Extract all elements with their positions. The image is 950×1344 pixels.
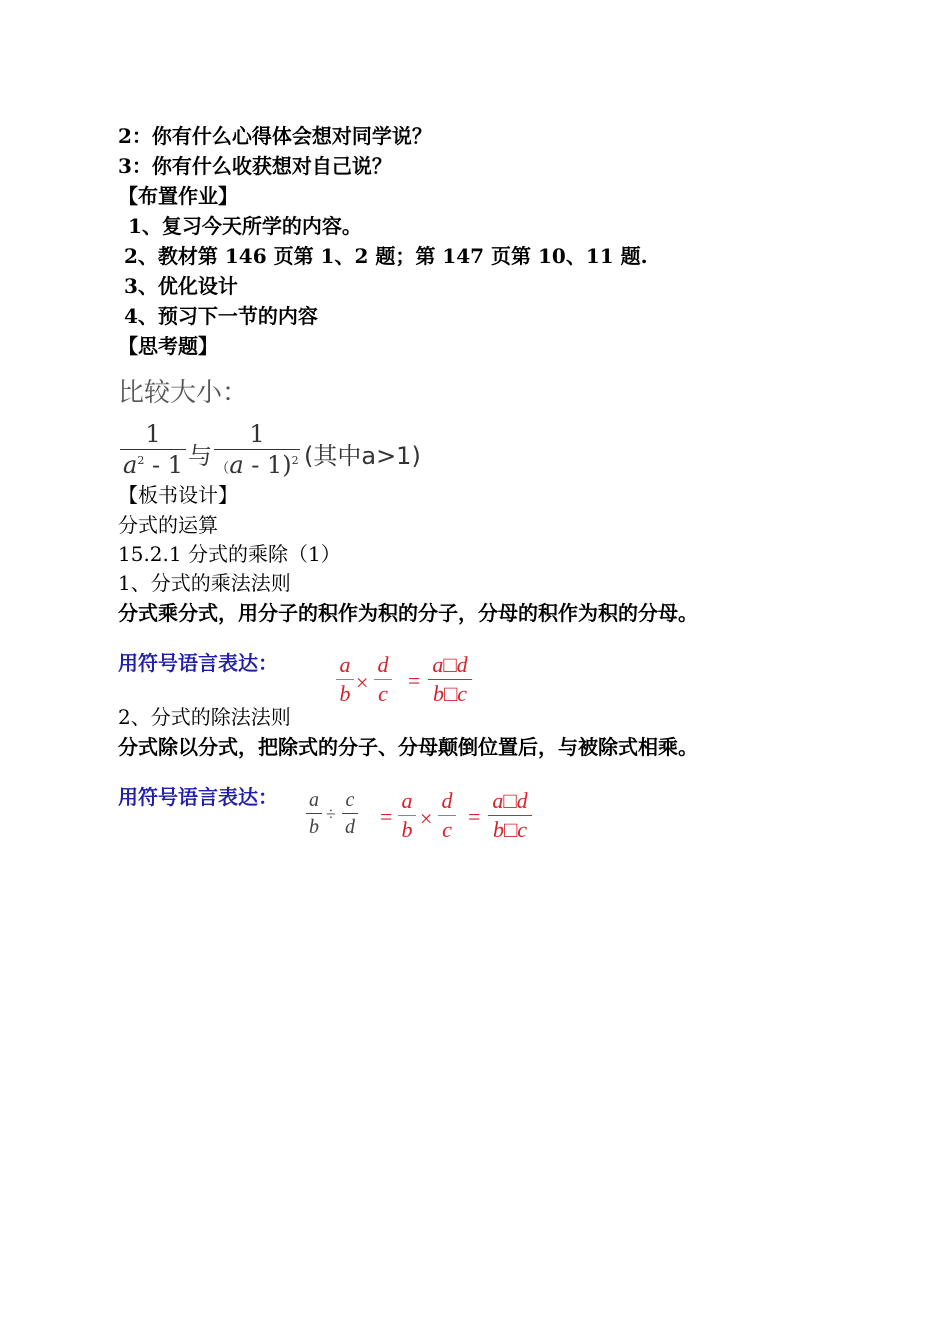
homework-heading: 【布置作业】 <box>118 184 238 208</box>
divide-icon: ÷ <box>326 804 336 824</box>
fraction-2-denominator: （a - 1)$^2$ <box>215 451 299 479</box>
thinking-heading: 【思考题】 <box>118 334 218 358</box>
homework-item: 1、复习今天所学的内容。 <box>128 214 362 238</box>
fraction-1-denominator: $a^2 - 1$ <box>123 451 183 479</box>
thinking-prompt: 比较大小： <box>118 378 249 408</box>
rule1-fraction-result: a□d b□c <box>428 654 472 705</box>
rule1-title: 1、分式的乘法法则 <box>118 571 291 595</box>
rule1-text: 分式乘分式，用分子的积作为积的分子，分母的积作为积的分母。 <box>118 601 698 625</box>
homework-item: 2、教材第 146 页第 1、2 题；第 147 页第 10、11 题. <box>124 244 648 268</box>
rule1-formula <box>336 654 486 718</box>
connector-text: 与 <box>188 442 212 470</box>
rule1-label: 用符号语言表达： <box>118 651 278 675</box>
rule2-title: 2、分式的除法法则 <box>118 705 291 729</box>
times-icon: × <box>420 806 433 831</box>
rule1-fraction-d-c: d c <box>374 654 392 705</box>
rule2-fraction-result: a□d b□c <box>488 790 532 841</box>
summary-question-3: 3：你有什么收获想对自己说？ <box>118 154 392 178</box>
fraction-2 <box>214 422 300 477</box>
times-icon: × <box>356 670 369 695</box>
rule2-formula <box>306 790 546 854</box>
fraction-1 <box>120 422 186 477</box>
rule2-fraction-a-b-red: a b <box>398 790 416 841</box>
rule2-text: 分式除以分式，把除式的分子、分母颠倒位置后，与被除式相乘。 <box>118 735 698 759</box>
equals-icon: = <box>468 804 481 829</box>
rule2-fraction-c-d: c d <box>342 790 358 837</box>
rule1-fraction-a-b: a b <box>336 654 354 705</box>
condition-text: (其中a>1) <box>304 442 421 470</box>
board-heading: 【板书设计】 <box>118 483 238 507</box>
summary-question-2: 2：你有什么心得体会想对同学说？ <box>118 124 432 148</box>
rule2-label: 用符号语言表达： <box>118 785 278 809</box>
fraction-1-numerator: 1 <box>145 420 161 448</box>
equals-icon: = <box>380 804 393 829</box>
fraction-2-numerator: 1 <box>249 420 265 448</box>
equals-icon: = <box>408 668 421 693</box>
homework-item: 3、优化设计 <box>124 274 238 298</box>
rule2-fraction-d-c: d c <box>438 790 456 841</box>
homework-item: 4、预习下一节的内容 <box>124 304 318 328</box>
rule2-fraction-a-b: a b <box>306 790 322 837</box>
board-title: 分式的运算 <box>118 513 218 537</box>
thinking-expression <box>118 420 458 490</box>
board-section: 15.2.1 分式的乘除（1） <box>118 542 341 566</box>
